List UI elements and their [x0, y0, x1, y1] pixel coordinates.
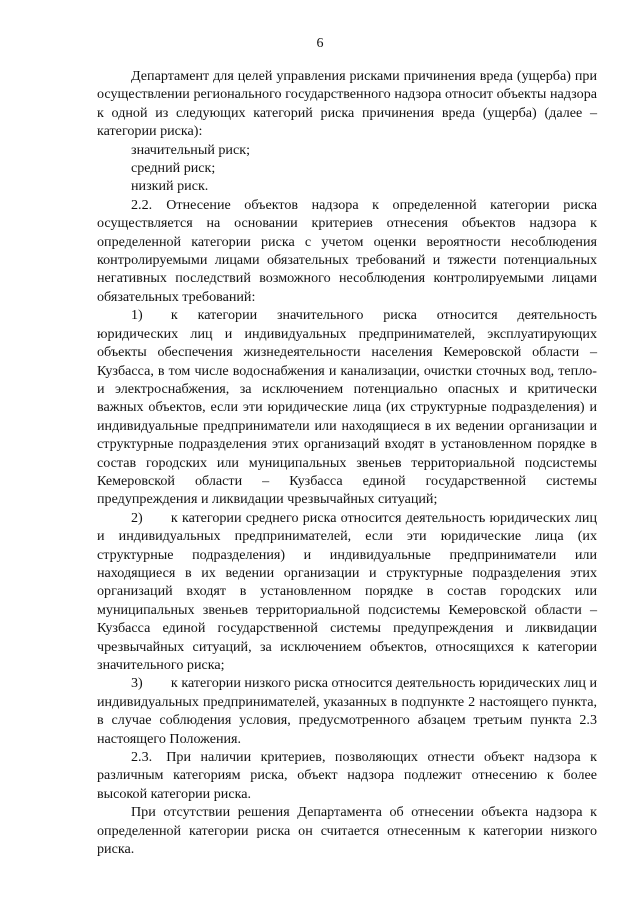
risk-category-medium: средний риск; [131, 160, 216, 177]
document-body [97, 67, 597, 858]
intro-paragraph: Департамент для целей управления рисками причинения вреда (ущерба) при осуществлении регионального государственного надзора относит объекты надзора к одной из следующих категорий риска причинения вреда (ущерба) (далее – категории риска): [97, 68, 597, 140]
clause-2-2-item-1: 1) к категории значительного риска относится деятельность юридических лиц и индивидуальных предпринимателей, эксплуатирующих объекты обеспечения жизнедеятельности населения Кемеровской области – Кузбасса, в том числе водоснабжения и канализации, очистки сточных вод, тепло- и электроснабжения, за исключением потенциально опасных и критически важных объектов, если эти юридические лица (их структурные подразделения) и индивидуальные предприниматели или находящиеся в их ведении организации и структурные подразделения этих организаций входят в установленном порядке в состав городских или муниципальных звеньев территориальной подсистемы Кемеровской области – Кузбасса единой государственной системы предупреждения и ликвидации чрезвычайных ситуаций; [97, 307, 597, 508]
clause-2-3-default-paragraph: При отсутствии решения Департамента об отнесении объекта надзора к определенной категории риска он считается отнесенным к категории низкого риска. [97, 804, 597, 858]
clause-2-3: 2.3. При наличии критериев, позволяющих отнести объект надзора к различным категориям риска, объект надзора подлежит отнесению к более высокой категории риска. [97, 749, 597, 802]
clause-2-2-item-2: 2) к категории среднего риска относится деятельность юридических лиц и индивидуальных предпринимателей, если эти юридические лица (их структурные подразделения) и индивидуальные предприниматели или находящиеся в их ведении организации и структурные подразделения этих организаций входят в установленном порядке в состав городских или муниципальных звеньев территориальной подсистемы Кемеровской области – Кузбасса единой государственной системы предупреждения и ликвидации чрезвычайных ситуаций, за исключением объектов, относящихся к категории значительного риска; [97, 509, 597, 673]
risk-category-low: низкий риск. [131, 178, 209, 195]
clause-2-2: 2.2. Отнесение объектов надзора к определенной категории риска осуществляется на основании критериев отнесения объектов надзора к определенной категории риска с учетом оценки вероятности несоблюдения контролируемыми лицами обязательных требований и тяжести потенциальных негативных последствий возможного несоблюдения контролируемыми лицами обязательных требований: [97, 196, 597, 305]
page-number: 6 [316, 36, 324, 51]
risk-category-significant: значительный риск; [131, 141, 250, 158]
clause-2-2-item-3: 3) к категории низкого риска относится деятельность юридических лиц и индивидуальных предпринимателей, указанных в подпункте 2 настоящего пункта, в случае соблюдения условия, предусмотренного абзацем третьим пункта 2.3 настоящего Положения. [97, 675, 597, 747]
